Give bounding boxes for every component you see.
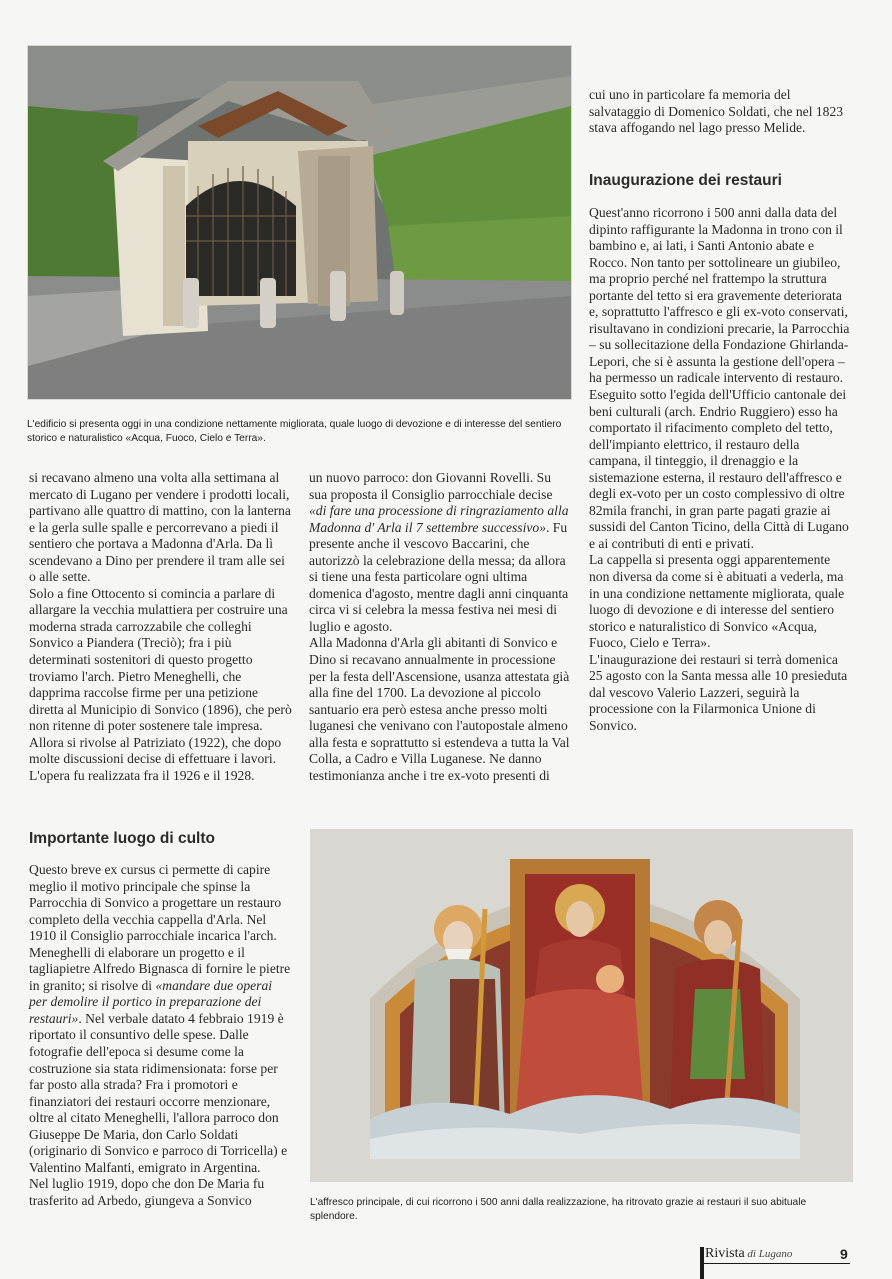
left-column-middle — [29, 470, 292, 784]
brand-sub: di Lugano — [744, 1248, 793, 1260]
left-column-bottom — [29, 862, 292, 1209]
intro-paragraph: cui uno in particolare fa memoria del salvataggio di Domenico Soldati, che nel 1823 stava affogando nel lago presso Melide. — [589, 87, 844, 136]
right-column-top — [589, 87, 852, 137]
fresco-illustration — [310, 829, 853, 1182]
fresco-photo-caption: L'affresco principale, di cui ricorrono i 500 anni dalla realizzazione, ha ritrovato grazie ai restauri il suo abituale splendore. — [310, 1197, 807, 1223]
magazine-brand — [705, 1246, 792, 1262]
section-heading-inaugurazione: Inaugurazione dei restauri — [589, 172, 782, 189]
right-column-restauri — [589, 205, 852, 735]
paragraph — [29, 862, 292, 1176]
footer-marker — [700, 1247, 704, 1279]
section-heading-luogo-di-culto: Importante luogo di culto — [29, 830, 215, 847]
footer-divider — [700, 1263, 850, 1264]
chapel-photo-caption: L'edificio si presenta oggi in una condizione nettamente migliorata, quale luogo di devozione e di interesse del sentiero storico e naturalistico «Acqua, Fuoco, Cielo e Terra». — [27, 419, 562, 445]
paragraph: si recavano almeno una volta alla settimana al mercato di Lugano per vendere i prodotti locali, partivano alle quattro di mattino, con la lanterna e la gerla sulle spalle e percorrevano a piedi il sentiero che portava a Madonna d'Arla. Da lì scendevano a Dino per prendere il tram alle sei o alle sette. — [29, 470, 291, 585]
paragraph: Alla Madonna d'Arla gli abitanti di Sonvico e Dino si recavano annualmente in processione per la festa dell'Ascensione, usanza attestata già alla fine del 1700. La devozione al piccolo santuario era però estesa anche presso molti luganesi che venivano con l'autopostale almeno alla festa e soprattutto si estendeva a tutta la Val Colla, a Cadro e Villa Luganese. Ne danno testimonianza anche i tre ex-voto presenti di — [309, 635, 570, 783]
paragraph: La cappella si presenta oggi apparentemente non diversa da come si è abituati a vederla, ma in una condizione nettamente migliorata, quale luogo di devozione e di interesse del sentiero storico e naturalistico di Sonvico «Acqua, Fuoco, Cielo e Terra». — [589, 552, 845, 651]
paragraph: Quest'anno ricorrono i 500 anni dalla data del dipinto raffigurante la Madonna in trono con il bambino e, ai lati, i Santi Antonio abate e Rocco. Non tanto per sottolineare un giubileo, ma proprio perché nel frattempo la struttura portante del tetto si era gravemente deteriorata e, soprattutto l'affresco e gli ex-voto conservati, risultavano in condizioni precarie, la Parrocchia – su sollecitazione della Fondazione Ghirlanda-Lepori, che si è assunta la gestione dell'opera – ha permesso un radicale intervento di restauro. — [589, 205, 850, 386]
chapel-illustration — [28, 46, 571, 399]
text-run: un nuovo parroco: don Giovanni Rovelli. Su sua proposta il Consiglio parrocchiale decise — [309, 470, 553, 502]
paragraph: Solo a fine Ottocento si comincia a parlare di allargare la vecchia mulattiera per costruire una moderna strada carrozzabile che colleghi Sonvico a Piandera (Treciò); fra i più determinati sostenitori di questo progetto troviamo l'arch. Pietro Meneghelli, che dapprima raccolse firme per una petizione diretta al Municipio di Sonvico (1896), che però non ritenne di poter sostenere tale impresa. Allora si rivolse al Patriziato (1922), che dopo molte discussioni decise di effettuare i lavori. L'opera fu realizzata fra il 1926 e il 1928. — [29, 585, 292, 783]
fresco-photo — [310, 829, 853, 1182]
text-run: . Nel verbale datato 4 febbraio 1919 è riportato il consuntivo delle spese. Dalle fotografie dell'epoca si desume come la costruzione sia stata ridimensionata: forse per far posto alla strada? Fra i promotori e finanziatori dei restauri occorre menzionare, oltre al citato Meneghelli, l'allora parroco don Giuseppe De Maria, don Carlo Soldati (originario di Sonvico e parroco di Torricella) e Valentino Malfanti, emigrato in Argentina. — [29, 1010, 288, 1175]
paragraph: L'inaugurazione dei restauri si terrà domenica 25 agosto con la Santa messa alle 10 presieduta dal vescovo Valerio Lazzeri, seguirà la processione con la Filarmonica Unione di Sonvico. — [589, 651, 848, 733]
brand-main: Rivista — [705, 1246, 745, 1261]
quote: «di fare una processione di ringraziamento alla Madonna d' Arla il 7 settembre successivo» — [309, 503, 569, 535]
paragraph — [309, 470, 572, 635]
middle-column — [309, 470, 572, 784]
text-run: . Fu presente anche il vescovo Baccarini, che autorizzò la celebrazione della messa; da allora si tiene una festa particolare ogni ultima domenica d'agosto, mentre dagli anni cinquanta circa vi si celebra la messa festiva nei mesi di luglio e agosto. — [309, 519, 569, 634]
paragraph: Eseguito sotto l'egida dell'Ufficio cantonale dei beni culturali (arch. Endrio Ruggiero) esso ha comportato il rifacimento completo del tetto, dell'impianto elettrico, il restauro della campana, il tinteggio, il drenaggio e la sistemazione esterna, il restauro dell'affresco e degli ex-voto per un costo complessivo di oltre 82mila franchi, in gran parte pagati grazie ai sussidi del Canton Ticino, della Città di Lugano e ai contributi di enti e privati. — [589, 387, 849, 551]
quote: «mandare due operai per demolire il portico in preparazione dei restauri» — [29, 977, 273, 1026]
page-number: 9 — [840, 1246, 848, 1262]
paragraph: Nel luglio 1919, dopo che don De Maria fu trasferito ad Arbedo, giungeva a Sonvico — [29, 1176, 265, 1208]
chapel-photo — [27, 45, 572, 400]
text-run: Questo breve ex cursus ci permette di capire meglio il motivo principale che spinse la Parrocchia di Sonvico a progettare un restauro completo della vecchia cappella d'Arla. Nel 1910 il Consiglio parrocchiale incarica l'arch. Meneghelli di elaborare un progetto e il tagliapietre Alfredo Bignasca di fornire le pietre in granito; si risolve di — [29, 862, 291, 993]
